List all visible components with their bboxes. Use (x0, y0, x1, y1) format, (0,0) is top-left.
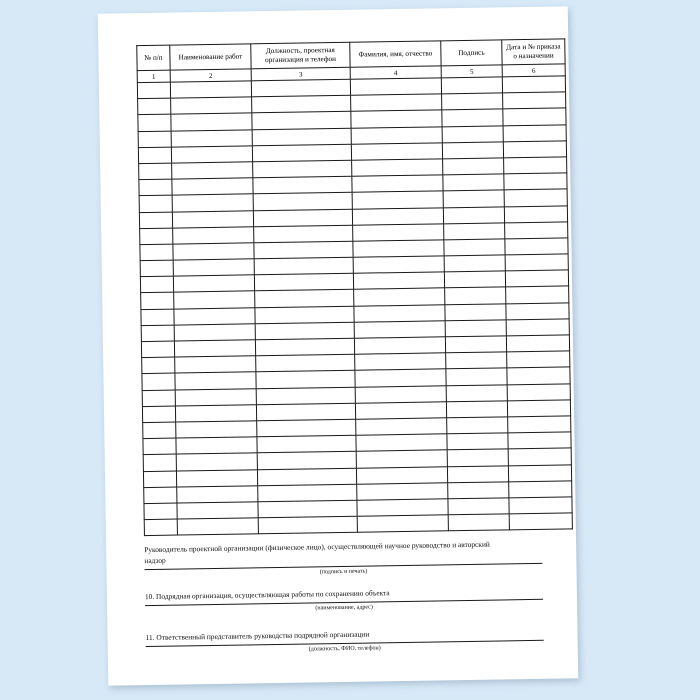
footer-line-2: 10. Подрядная организация, осуществляющая работы по сохранению объекта (144, 588, 390, 602)
table-cell[interactable] (507, 367, 570, 384)
table-cell[interactable] (351, 110, 442, 128)
table-cell[interactable] (356, 418, 447, 436)
table-cell[interactable] (141, 309, 174, 326)
footer-line-1: Руководитель проектной организации (физическое лицо), осуществляющей научное руководство и авторский (144, 539, 490, 555)
table-cell[interactable] (253, 176, 352, 194)
table-cell[interactable] (445, 287, 506, 304)
table-cell[interactable] (140, 276, 173, 293)
table-cell[interactable] (137, 82, 170, 99)
table-cell[interactable] (174, 307, 255, 324)
table-cell[interactable] (172, 178, 253, 195)
table-cell[interactable] (353, 256, 444, 274)
table-cell[interactable] (444, 255, 505, 272)
column-number-5: 5 (441, 65, 502, 78)
table-cell[interactable] (509, 481, 572, 498)
column-number-2: 2 (170, 69, 251, 82)
table-cell[interactable] (441, 77, 502, 94)
table-cell[interactable] (139, 212, 172, 229)
table-cell[interactable] (141, 325, 174, 342)
table-cell[interactable] (173, 226, 254, 243)
table-cell[interactable] (254, 273, 353, 291)
table-cell[interactable] (443, 174, 504, 191)
document-footer (144, 539, 544, 656)
table-cell[interactable] (251, 79, 350, 97)
table-cell[interactable] (505, 254, 568, 271)
column-number-4: 4 (350, 66, 441, 79)
table-cell[interactable] (357, 515, 448, 533)
table-cell[interactable] (504, 205, 567, 222)
column-header-number: № п/п (137, 45, 170, 71)
table-cell[interactable] (507, 351, 570, 368)
table-cell[interactable] (176, 421, 257, 438)
table-cell[interactable] (255, 322, 354, 340)
table-cell[interactable] (504, 173, 567, 190)
table-cell[interactable] (171, 97, 252, 114)
table-cell[interactable] (355, 353, 446, 371)
table-cell[interactable] (352, 159, 443, 177)
table-cell[interactable] (352, 191, 443, 209)
table-cell[interactable] (445, 320, 506, 337)
table-cell[interactable] (177, 502, 258, 519)
table-cell[interactable] (172, 194, 253, 211)
table-cell[interactable] (505, 222, 568, 239)
column-header-order-date: Дата и № приказа о назначении (502, 39, 565, 65)
table-cell[interactable] (252, 144, 351, 162)
table-cell[interactable] (448, 498, 509, 515)
table-cell[interactable] (141, 293, 174, 310)
table-cell[interactable] (355, 402, 446, 420)
table-cell[interactable] (504, 157, 567, 174)
table-cell[interactable] (173, 243, 254, 260)
table-cell[interactable] (354, 304, 445, 322)
footer-block-supervisor (144, 539, 542, 579)
table-cell[interactable] (442, 93, 503, 110)
table-cell[interactable] (446, 352, 507, 369)
table-cell[interactable] (173, 259, 254, 276)
column-header-work-name: Наименование работ (170, 44, 251, 70)
table-cell[interactable] (444, 271, 505, 288)
table-cell[interactable] (445, 303, 506, 320)
footer-block-contractor (145, 586, 543, 616)
table-cell[interactable] (502, 76, 565, 93)
table-cell[interactable] (357, 482, 448, 500)
table-cell[interactable] (141, 341, 174, 358)
table-cell[interactable] (177, 518, 258, 535)
table-cell[interactable] (507, 383, 570, 400)
column-header-signature: Подпись (441, 40, 502, 66)
table-cell[interactable] (444, 223, 505, 240)
table-cell[interactable] (442, 142, 503, 159)
table-cell[interactable] (442, 125, 503, 142)
table-cell[interactable] (174, 340, 255, 357)
table-cell[interactable] (172, 162, 253, 179)
table-cell[interactable] (353, 240, 444, 258)
table-cell[interactable] (443, 158, 504, 175)
table-cell[interactable] (138, 147, 171, 164)
table-cell[interactable] (253, 193, 352, 211)
footer-line-1b: надзор (144, 555, 166, 566)
table-cell[interactable] (351, 143, 442, 161)
table-cell[interactable] (352, 175, 443, 193)
table-cell[interactable] (354, 321, 445, 339)
table-cell[interactable] (448, 514, 509, 531)
table-cell[interactable] (172, 210, 253, 227)
table-cell[interactable] (252, 128, 351, 146)
table-cell[interactable] (143, 438, 176, 455)
table-cell[interactable] (443, 206, 504, 223)
table-cell[interactable] (255, 290, 354, 308)
table-cell[interactable] (354, 337, 445, 355)
table-cell[interactable] (503, 124, 566, 141)
table-cell[interactable] (139, 179, 172, 196)
table-cell[interactable] (144, 487, 177, 504)
table-cell[interactable] (257, 435, 356, 453)
table-cell[interactable] (504, 189, 567, 206)
table-cell[interactable] (353, 224, 444, 242)
table-cell[interactable] (509, 497, 572, 514)
table-cell[interactable] (140, 228, 173, 245)
table-cell[interactable] (176, 437, 257, 454)
table-cell[interactable] (256, 387, 355, 405)
table-cell[interactable] (257, 419, 356, 437)
table-cell[interactable] (253, 209, 352, 227)
table-body (137, 76, 572, 536)
table-cell[interactable] (257, 468, 356, 486)
table-cell[interactable] (143, 471, 176, 488)
table-cell[interactable] (144, 503, 177, 520)
table-cell[interactable] (506, 319, 569, 336)
table-cell[interactable] (254, 225, 353, 243)
table-cell[interactable] (256, 403, 355, 421)
table-cell[interactable] (506, 286, 569, 303)
table-cell[interactable] (355, 385, 446, 403)
table-cell[interactable] (508, 464, 571, 481)
table-cell[interactable] (258, 500, 357, 518)
table-cell[interactable] (140, 260, 173, 277)
table-cell[interactable] (507, 400, 570, 417)
table-cell[interactable] (257, 452, 356, 470)
footer-block-representative (145, 627, 543, 657)
table-cell[interactable] (509, 513, 572, 530)
table-cell[interactable] (503, 92, 566, 109)
table-cell[interactable] (447, 465, 508, 482)
table-cell[interactable] (353, 272, 444, 290)
table-cell[interactable] (444, 239, 505, 256)
footer-caption-3: (должность, ФИО, телефон) (308, 644, 381, 653)
footer-caption-2: (наименование, адрес) (315, 604, 373, 612)
table-cell[interactable] (177, 485, 258, 502)
table-cell[interactable] (258, 484, 357, 502)
table-cell[interactable] (171, 113, 252, 130)
table-cell[interactable] (176, 453, 257, 470)
table-cell[interactable] (351, 94, 442, 112)
table-cell[interactable] (442, 109, 503, 126)
table-cell[interactable] (252, 95, 351, 113)
table-cell[interactable] (508, 448, 571, 465)
footer-caption-1: (подпись и печать) (319, 568, 368, 576)
table-cell[interactable] (354, 288, 445, 306)
table-cell[interactable] (446, 401, 507, 418)
column-number-1: 1 (137, 70, 170, 83)
table-cell[interactable] (255, 338, 354, 356)
table-cell[interactable] (173, 275, 254, 292)
table-cell[interactable] (256, 354, 355, 372)
table-cell[interactable] (171, 129, 252, 146)
table-cell[interactable] (138, 114, 171, 131)
document-page (98, 6, 578, 685)
table-cell[interactable] (443, 190, 504, 207)
table-cell[interactable] (505, 270, 568, 287)
table-cell[interactable] (447, 433, 508, 450)
table-cell[interactable] (258, 516, 357, 534)
table-cell[interactable] (175, 356, 256, 373)
column-header-fullname: Фамилия, имя, отчество (350, 41, 441, 67)
table-cell[interactable] (142, 357, 175, 374)
table-cell[interactable] (170, 81, 251, 98)
table-cell[interactable] (143, 422, 176, 439)
table-cell[interactable] (254, 257, 353, 275)
table-cell[interactable] (139, 195, 172, 212)
table-cell[interactable] (446, 368, 507, 385)
table-cell[interactable] (252, 112, 351, 130)
table-cell[interactable] (171, 146, 252, 163)
table-cell[interactable] (356, 434, 447, 452)
table-cell[interactable] (174, 324, 255, 341)
table-cell[interactable] (445, 336, 506, 353)
table-cell[interactable] (175, 405, 256, 422)
table-cell[interactable] (505, 238, 568, 255)
table-cell[interactable] (175, 372, 256, 389)
column-header-position-org: Должность, проектная организация и телефон (251, 42, 350, 69)
table-cell[interactable] (508, 416, 571, 433)
page-content (136, 39, 561, 655)
table-cell[interactable] (142, 406, 175, 423)
column-number-3: 3 (251, 67, 350, 81)
table-cell[interactable] (175, 388, 256, 405)
table-cell[interactable] (506, 335, 569, 352)
table-cell[interactable] (140, 244, 173, 261)
column-number-6: 6 (502, 64, 565, 77)
table-cell[interactable] (144, 519, 177, 536)
table-cell[interactable] (253, 160, 352, 178)
table-cell[interactable] (503, 141, 566, 158)
table-cell[interactable] (506, 302, 569, 319)
table-cell[interactable] (356, 466, 447, 484)
registration-table (136, 38, 573, 536)
table-cell[interactable] (357, 499, 448, 517)
table-cell[interactable] (138, 98, 171, 115)
table-cell[interactable] (176, 469, 257, 486)
table-cell[interactable] (356, 450, 447, 468)
table-cell[interactable] (142, 390, 175, 407)
table-cell[interactable] (447, 417, 508, 434)
table-cell[interactable] (254, 241, 353, 259)
table-cell[interactable] (142, 373, 175, 390)
table-cell[interactable] (508, 432, 571, 449)
table-cell[interactable] (139, 163, 172, 180)
table-cell[interactable] (256, 371, 355, 389)
table-cell[interactable] (143, 454, 176, 471)
table-cell[interactable] (174, 291, 255, 308)
table-cell[interactable] (255, 306, 354, 324)
table-cell[interactable] (351, 126, 442, 144)
table-cell[interactable] (350, 78, 441, 96)
table-cell[interactable] (352, 207, 443, 225)
table-cell[interactable] (446, 384, 507, 401)
table-cell[interactable] (447, 449, 508, 466)
table-cell[interactable] (355, 369, 446, 387)
table-cell[interactable] (448, 482, 509, 499)
footer-line-3: 11. Ответственный представитель руководства подрядной организации (145, 629, 370, 642)
table-cell[interactable] (138, 131, 171, 148)
table-cell[interactable] (503, 108, 566, 125)
